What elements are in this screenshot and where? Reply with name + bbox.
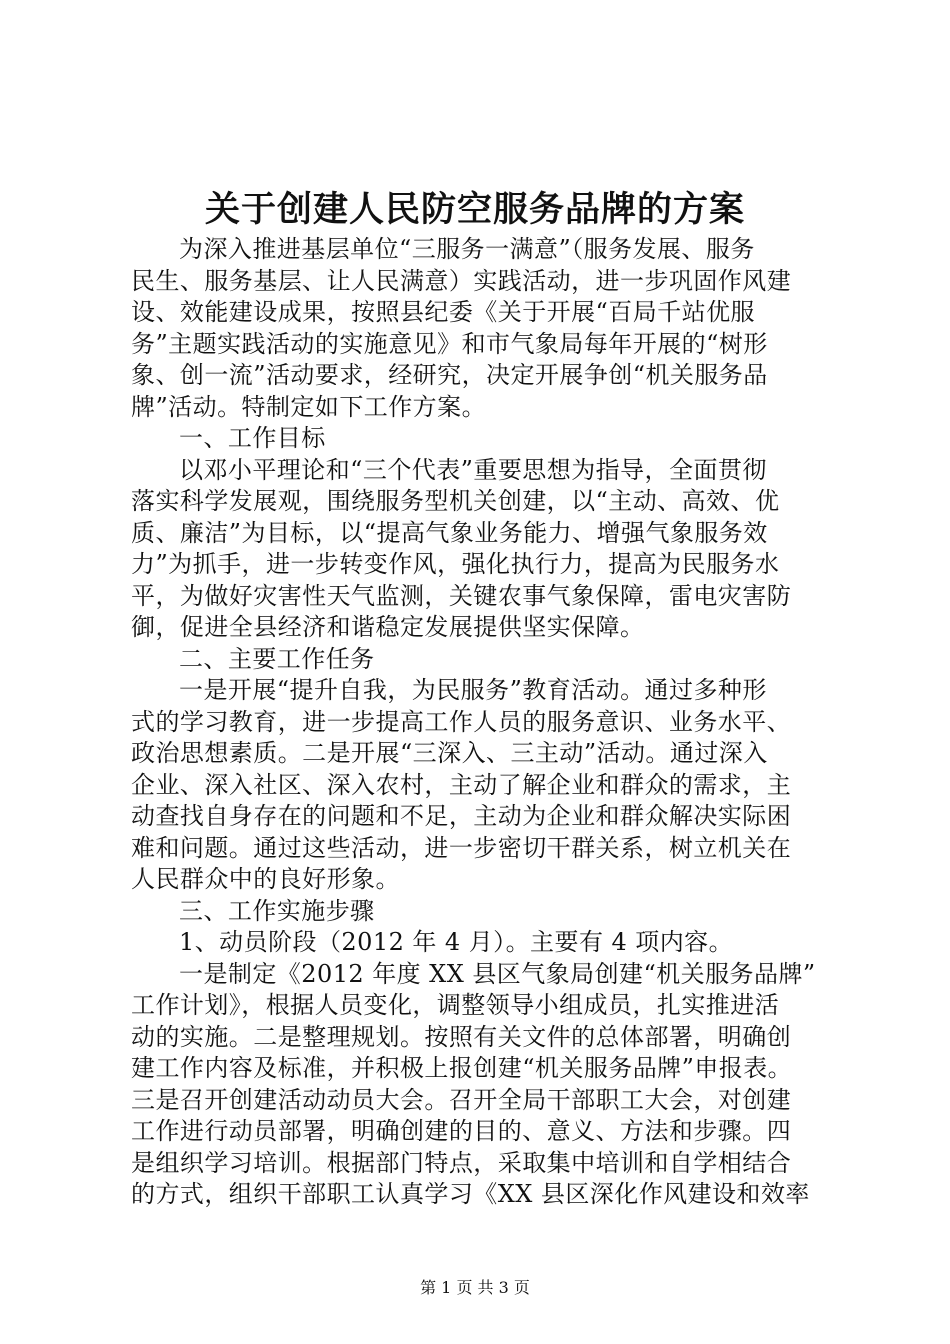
paragraph-line: 动查找自身存在的问题和不足，主动为企业和群众解决实际困 [131, 802, 792, 830]
paragraph-line: 建工作内容及标准，并积极上报创建“机关服务品牌”申报表。 [131, 1054, 793, 1082]
paragraph-line: 牌”活动。特制定如下工作方案。 [131, 392, 487, 421]
paragraph-line: 民生、服务基层、让人民满意）实践活动，进一步巩固作风建 [131, 266, 792, 295]
paragraph-line: 一是开展“提升自我，为民服务”教育活动。通过多种形 [179, 676, 767, 704]
paragraph-line: 动的实施。二是整理规划。按照有关文件的总体部署，明确创 [131, 1022, 792, 1051]
paragraph-line: 难和问题。通过这些活动，进一步密切干群关系，树立机关在 [131, 833, 792, 862]
paragraph-line: 平，为做好灾害性天气监测，关键农事气象保障，雷电灾害防 [131, 581, 792, 610]
paragraph-line: 工作计划》，根据人员变化，调整领导小组成员，扎实推进活 [131, 991, 780, 1019]
paragraph-line: 务”主题实践活动的实施意见》和市气象局每年开展的“树形 [131, 329, 768, 358]
paragraph-line: 质、廉洁”为目标，以“提高气象业务能力、增强气象服务效 [131, 518, 768, 547]
document-body [131, 234, 831, 1211]
paragraph-line: 是组织学习培训。根据部门特点，采取集中培训和自学相结合 [131, 1148, 792, 1177]
section-heading: 一、工作目标 [179, 424, 326, 452]
paragraph-line: 政治思想素质。二是开展“三深入、三主动”活动。通过深入 [131, 739, 768, 767]
paragraph-line: 三是召开创建活动动员大会。召开全局干部职工大会，对创建 [131, 1085, 792, 1114]
paragraph-line: 为深入推进基层单位“三服务一满意”（服务发展、服务 [179, 235, 755, 263]
page-footer: 第 1 页 共 3 页 [420, 1278, 530, 1297]
paragraph-line: 御，促进全县经济和谐稳定发展提供坚实保障。 [131, 613, 645, 641]
document-title: 关于创建人民防空服务品牌的方案 [204, 190, 745, 230]
paragraph-line: 人民群众中的良好形象。 [131, 865, 400, 893]
paragraph-line: 企业、深入社区、深入农村，主动了解企业和群众的需求，主 [131, 770, 792, 799]
section-heading: 三、工作实施步骤 [179, 896, 375, 925]
section-heading: 二、主要工作任务 [179, 644, 375, 673]
paragraph-line: 力”为抓手，进一步转变作风，强化执行力，提高为民服务水 [131, 550, 780, 578]
paragraph-line: 工作进行动员部署，明确创建的目的、意义、方法和步骤。四 [131, 1117, 792, 1145]
paragraph-line: 落实科学发展观，围绕服务型机关创建，以“主动、高效、优 [131, 487, 780, 515]
paragraph-line: 象、创一流”活动要求，经研究，决定开展争创“机关服务品 [131, 361, 768, 389]
paragraph-line: 一是制定《2012 年度 XX 县区气象局创建“机关服务品牌” [179, 959, 816, 988]
paragraph-line: 的方式，组织干部职工认真学习《XX 县区深化作风建设和效率 [131, 1180, 810, 1208]
paragraph-line: 1、动员阶段（2012 年 4 月）。主要有 4 项内容。 [179, 928, 734, 956]
paragraph-line: 设、效能建设成果，按照县纪委《关于开展“百局千站优服 [131, 298, 755, 326]
paragraph-line: 式的学习教育，进一步提高工作人员的服务意识、业务水平、 [131, 707, 792, 736]
paragraph-line: 以邓小平理论和“三个代表”重要思想为指导，全面贯彻 [179, 455, 767, 484]
